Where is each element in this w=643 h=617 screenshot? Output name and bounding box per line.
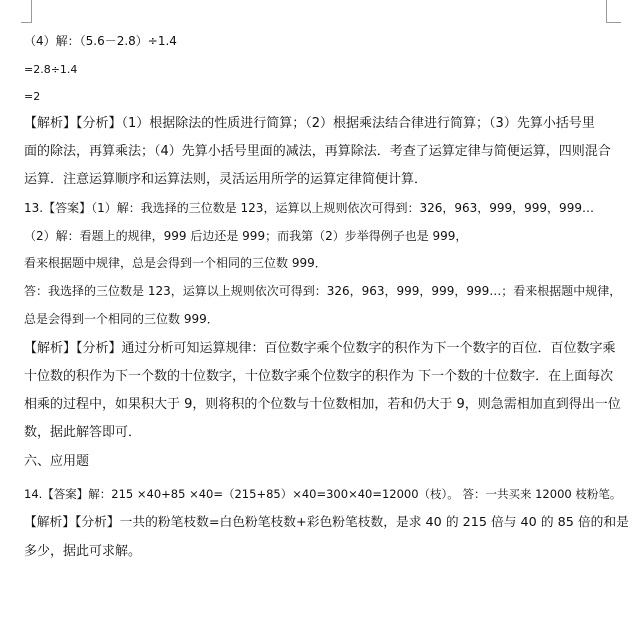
section-heading-application: 六、应用题: [24, 454, 90, 469]
page-corner-mark-right: [606, 0, 621, 23]
line-q14-analysis-1: 【解析】【分析】一共的粉笔枝数=白色粉笔枝数+彩色粉笔枝数，是求 40 的 215 倍与 40 的 85 倍的和是: [24, 515, 629, 530]
line-analysis-3: 运算．注意运算顺序和运算法则，灵活运用所学的运算定律简便计算．: [24, 172, 428, 187]
line-analysis-1: 【解析】【分析】（1）根据除法的性质进行简算；（2）根据乘法结合律进行简算；（3）先算小括号里: [24, 116, 595, 131]
line-q13-final-2: 总是会得到一个相同的三位数 999．: [24, 312, 219, 326]
line-q4-step2: =2: [24, 90, 41, 103]
page-corner-mark-left: [21, 0, 32, 23]
line-q13-final-answer: 答：我选择的三位数是 123，运算以上规则依次可得到：326，963，999，999，999…；看来根据题中规律，: [24, 284, 622, 298]
line-analysis-2: 面的除法，再算乘法；（4）先算小括号里面的减法，再算除法．考查了运算定律与简便运算，四则混合: [24, 144, 611, 159]
line-q13-analysis-4: 数，据此解答即可．: [24, 425, 142, 440]
line-q4-step1: =2.8÷1.4: [24, 63, 78, 76]
line-q14-analysis-2: 多少，据此可求解。: [24, 544, 142, 559]
line-q13-pattern: 看来根据题中规律，总是会得到一个相同的三位数 999．: [24, 256, 327, 270]
line-q14-answer: 14.【答案】解：215 ×40+85 ×40=（215+85）×40=300×40=12000（枝）。 答：一共买来 12000 枝粉笔。: [24, 487, 622, 501]
line-q13-analysis-1: 【解析】【分析】通过分析可知运算规律：百位数字乘个位数字的积作为下一个数字的百位．百位数字乘: [24, 341, 616, 356]
line-q13-analysis-2: 十位数的积作为下一个数的十位数字，十位数字乘个位数字的积作为 下一个数的十位数字．在上面每次: [24, 369, 614, 384]
line-q4-solution: （4）解：（5.6－2.8）÷1.4: [24, 34, 177, 48]
line-q13-analysis-3: 相乘的过程中，如果积大于 9，则将积的个位数与十位数相加，若和仍大于 9，则急需相加直到得出一位: [24, 397, 621, 412]
line-q13-part2: （2）解：看题上的规律，999 后边还是 999；而我第（2）步举得例子也是 999，: [24, 229, 468, 243]
line-q13-answer: 13.【答案】（1）解：我选择的三位数是 123，运算以上规则依次可得到：326，963，999，999，999…: [24, 201, 594, 215]
